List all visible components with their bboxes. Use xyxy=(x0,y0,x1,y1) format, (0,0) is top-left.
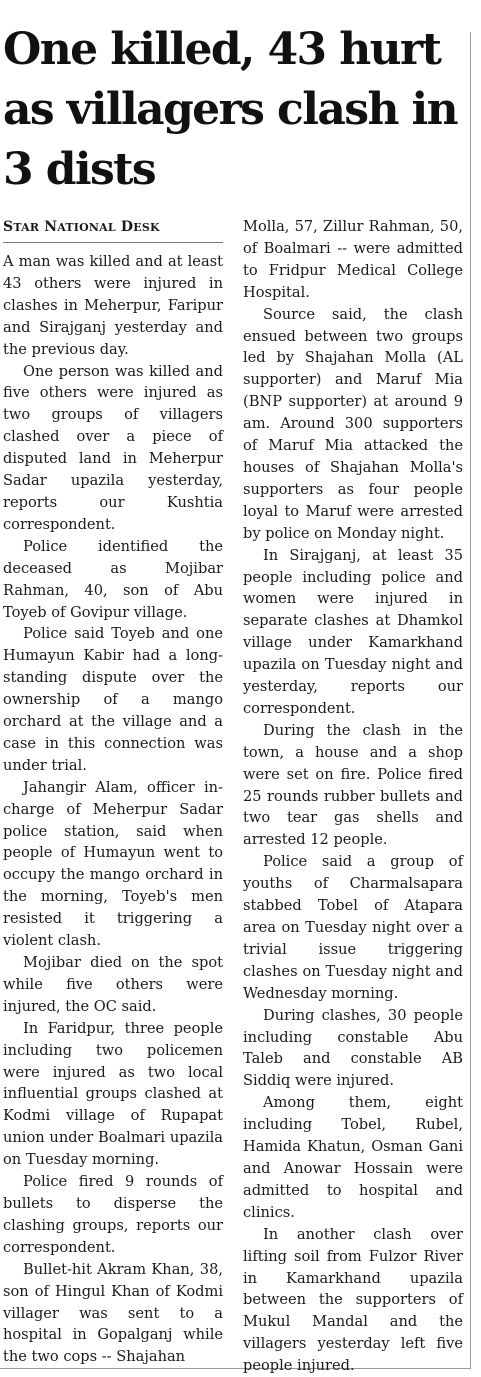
paragraph: Police fired 9 rounds of bullets to disperse the clashing groups, reports our correspondent. xyxy=(3,1173,223,1256)
headline: One killed, 43 hurt as villagers clash in 3 dists xyxy=(3,24,458,195)
article-column-2 xyxy=(243,216,463,1377)
byline: STAR NATIONAL DESK xyxy=(3,216,223,243)
paragraph: One person was killed and five others were injured as two groups of villagers clashed over a piece of disputed land in Meherpur Sadar upazila yesterday, reports our Kushtia correspondent. xyxy=(3,362,223,533)
paragraph: Mojibar died on the spot while five others were injured, the OC said. xyxy=(3,954,223,1015)
paragraph: Jahangir Alam, officer in-charge of Meherpur Sadar police station, said when people of Humayun went to occupy the mango orchard in the morning, Toyeb's men resisted it triggering a violent clash. xyxy=(3,778,223,950)
paragraph: In Sirajganj, at least 35 people including police and women were injured in separate clashes at Dhamkol village under Kamarkhand upazila on Tuesday night and yesterday, reports our correspondent. xyxy=(243,546,463,717)
paragraph: In Faridpur, three people including two policemen were injured as two local influential groups clashed at Kodmi village of Rupapat union under Boalmari upazila on Tuesday morning. xyxy=(3,1019,223,1169)
paragraph: Source said, the clash ensued between two groups led by Shajahan Molla (AL supporter) and Maruf Mia (BNP supporter) at around 9 am. Around 300 supporters of Maruf Mia attacked the houses of Shajahan Molla's supporters as four people loyal to Maruf were arrested by police on Monday night. xyxy=(243,305,463,542)
paragraph: Bullet-hit Akram Khan, 38, son of Hingul Khan of Kodmi villager was sent to a hospital in Gopalganj while the two cops -- Shajahan xyxy=(3,1260,223,1366)
paragraph: Molla, 57, Zillur Rahman, 50, of Boalmari -- were admitted to Fridpur Medical College Hospital. xyxy=(243,218,463,301)
paragraph: During clashes, 30 people including constable Abu Taleb and constable AB Siddiq were injured. xyxy=(243,1006,463,1090)
article-column-1 xyxy=(3,216,223,1368)
paragraph: Police said a group of youths of Charmalsapara stabbed Tobel of Atapara area on Tuesday night over a trivial issue triggering clashes on Tuesday night and Wednesday morning. xyxy=(243,853,463,1002)
column-rule-right xyxy=(470,32,471,1369)
paragraph: Police said Toyeb and one Humayun Kabir had a long-standing dispute over the ownership of a mango orchard at the village and a case in this connection was under trial. xyxy=(3,625,223,774)
paragraph: A man was killed and at least 43 others were injured in clashes in Meherpur, Faripur and Sirajganj yesterday and the previous day. xyxy=(3,253,223,358)
paragraph: During the clash in the town, a house and a shop were set on fire. Police fired 25 rounds rubber bullets and two tear gas shells and arrested 12 people. xyxy=(243,721,463,849)
paragraph: Police identified the deceased as Mojibar Rahman, 40, son of Abu Toyeb of Govipur village. xyxy=(3,537,223,621)
paragraph: In another clash over lifting soil from Fulzor River in Kamarkhand upazila between the supporters of Mukul Mandal and the villagers yesterday left five people injured. xyxy=(243,1225,463,1375)
paragraph: Among them, eight including Tobel, Rubel, Hamida Khatun, Osman Gani and Anowar Hossain were admitted to hospital and clinics. xyxy=(243,1094,463,1221)
